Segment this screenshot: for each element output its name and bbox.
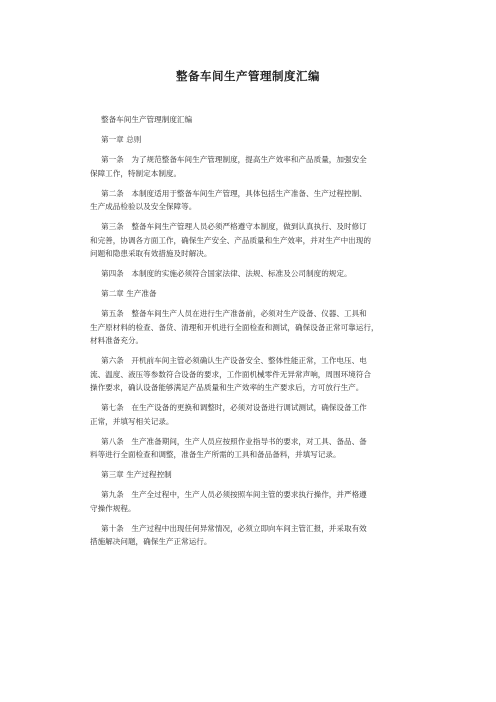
paragraph-line: 保障工作，特制定本制度。 (90, 168, 182, 178)
document-body (90, 113, 430, 555)
paragraph (90, 220, 430, 261)
paragraph-line: 第一章 总则 (101, 135, 142, 144)
paragraph-line: 第三章 生产过程控制 (101, 470, 172, 479)
paragraph-line: 第一条 为了规范整备车间生产管理制度，提高生产效率和产品质量，加强安全 (101, 155, 367, 164)
paragraph-line: 生产原材料的检查、备货、清理和开机进行全面检查和测试，确保设备正常可靠运行， (90, 322, 379, 332)
paragraph-line: 守操作规程。 (90, 503, 136, 513)
paragraph (90, 187, 430, 214)
paragraph-line: 整备车间生产管理制度汇编 (101, 115, 193, 124)
paragraph-line: 第五条 整备车间生产人员在进行生产准备前，必须对生产设备、仪器、工具和 (101, 309, 367, 318)
paragraph-line: 第二章 生产准备 (101, 289, 157, 298)
paragraph-line: 第十条 生产过程中出现任何异常情况，必须立即向车间主管汇报，并采取有效 (101, 523, 367, 533)
paragraph-line: 和完善，协调各方面工作，确保生产安全、产品质量和生产效率，并对生产中出现的 (90, 235, 371, 245)
paragraph (90, 267, 430, 281)
paragraph (90, 435, 430, 462)
paragraph-line: 料等进行全面检查和调整，准备生产所需的工具和备品备料，并填写记录。 (90, 450, 341, 459)
paragraph (90, 153, 430, 180)
paragraph-line: 生产成品检验以及安全保障等。 (90, 202, 197, 211)
paragraph-line: 措施解决问题，确保生产正常运行。 (90, 537, 212, 546)
paragraph-line: 第四条 本制度的实施必须符合国家法律、法规、标准及公司制度的规定。 (101, 269, 352, 278)
paragraph-line: 材料准备充分。 (90, 336, 144, 345)
paragraph (90, 113, 430, 127)
paragraph (90, 401, 430, 428)
paragraph (90, 287, 430, 301)
document-title: 整备车间生产管理制度汇编 (176, 69, 320, 83)
paragraph-line: 第七条 在生产设备的更换和调整时，必须对设备进行调试测试，确保设备工作 (101, 403, 367, 412)
paragraph-line: 第九条 生产全过程中，生产人员必须按照车间主管的要求执行操作，并严格遵 (101, 490, 367, 499)
paragraph (90, 354, 430, 395)
paragraph-line: 问题和隐患采取有效措施及时解决。 (90, 249, 212, 258)
paragraph-line: 第二条 本制度适用于整备车间生产管理，具体包括生产准备、生产过程控制、 (101, 188, 367, 198)
paragraph (90, 307, 430, 348)
paragraph (90, 522, 430, 549)
paragraph-line: 第八条 生产准备期间，生产人员应按照作业指导书的要求，对工具、备品、备 (101, 436, 367, 446)
paragraph (90, 133, 430, 147)
paragraph-line: 操作要求，确认设备能够满足产品质量和生产效率的生产要求后，方可放行生产。 (90, 383, 364, 392)
paragraph (90, 468, 430, 482)
paragraph-line: 正常，并填写相关记录。 (90, 416, 174, 426)
paragraph-line: 第三条 整备车间生产管理人员必须严格遵守本制度，做到认真执行、及时修订 (101, 222, 367, 231)
paragraph (90, 488, 430, 515)
paragraph-line: 流、温度、液压等参数符合设备的要求，工作面机械零件无异常声响，周围环境符合 (90, 369, 371, 379)
paragraph-line: 第六条 开机前车间主管必须确认生产设备安全、整体性能正常，工作电压、电 (101, 356, 367, 365)
